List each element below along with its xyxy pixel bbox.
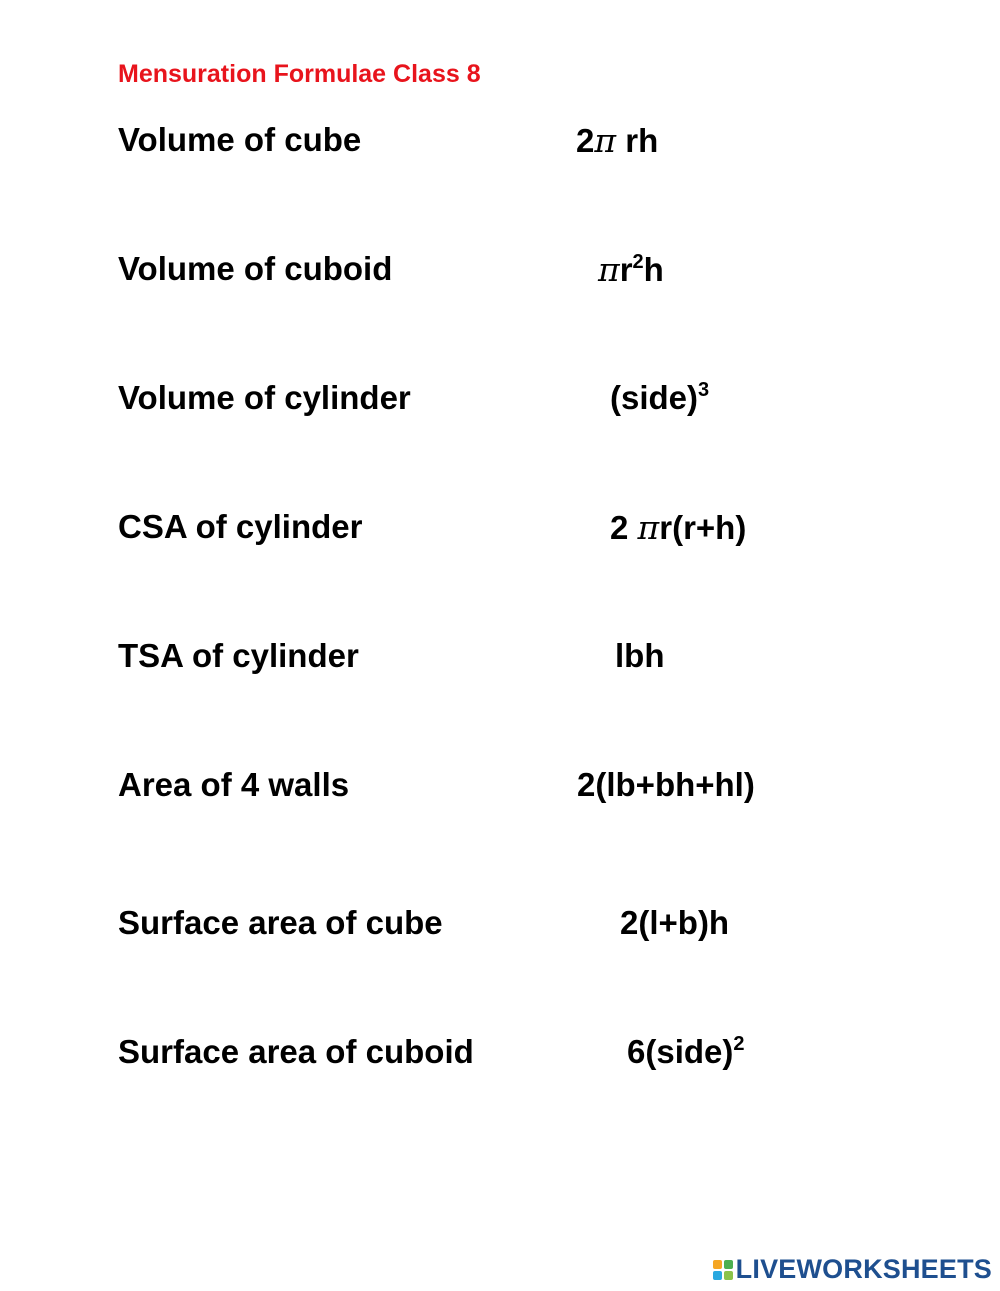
- formula-row: [0, 1033, 1000, 1083]
- formula-post: r(r+h): [659, 509, 747, 546]
- logo-square: [713, 1271, 722, 1280]
- formula-label: Volume of cuboid: [118, 250, 393, 287]
- formula-pre: 2(l+b)h: [620, 904, 730, 941]
- pi-symbol: π: [594, 121, 617, 160]
- formula-tail: h: [643, 251, 664, 288]
- formula-label: Volume of cube: [118, 121, 362, 158]
- formula-value: [627, 1033, 745, 1071]
- formula-row: [0, 250, 1000, 300]
- formula-label: Volume of cylinder: [118, 379, 411, 416]
- formula-post: r: [619, 251, 633, 288]
- formula-pre: 6(side): [627, 1033, 734, 1070]
- formula-pre: lbh: [615, 637, 665, 674]
- formula-row: [0, 904, 1000, 954]
- formula-pre: (side): [610, 379, 699, 416]
- formula-row: [0, 637, 1000, 687]
- formula-label: TSA of cylinder: [118, 637, 359, 674]
- formula-row: [0, 379, 1000, 429]
- formula-label: Surface area of cube: [118, 904, 443, 941]
- logo-square: [724, 1260, 733, 1269]
- watermark-text: LIVEWORKSHEETS: [735, 1254, 992, 1284]
- pi-symbol: π: [637, 508, 660, 547]
- formula-pre: 2: [610, 509, 638, 546]
- liveworksheets-watermark: [713, 1254, 992, 1285]
- formula-pre: 2: [576, 122, 595, 159]
- formula-value: [615, 637, 664, 675]
- formula-pre: 2(lb+bh+hl): [577, 766, 755, 803]
- formula-value: [610, 508, 746, 547]
- formula-value: [577, 766, 755, 804]
- formula-post: rh: [616, 122, 659, 159]
- liveworksheets-logo-icon: [713, 1260, 733, 1280]
- formula-row: [0, 508, 1000, 558]
- formula-superscript: 3: [698, 379, 710, 401]
- logo-square: [713, 1260, 722, 1269]
- formula-label: Surface area of cuboid: [118, 1033, 474, 1070]
- logo-square: [724, 1271, 733, 1280]
- formula-superscript: 2: [733, 1033, 745, 1055]
- formula-superscript: 2: [632, 251, 644, 273]
- formula-label: CSA of cylinder: [118, 508, 363, 545]
- pi-symbol: π: [598, 250, 620, 289]
- formula-value: [576, 121, 658, 160]
- formula-value: [620, 904, 729, 942]
- formula-value: [610, 379, 709, 417]
- formula-value: [598, 250, 664, 289]
- formula-row: [0, 121, 1000, 171]
- formula-row: [0, 766, 1000, 816]
- formula-label: Area of 4 walls: [118, 766, 350, 803]
- page-title: Mensuration Formulae Class 8: [118, 60, 481, 88]
